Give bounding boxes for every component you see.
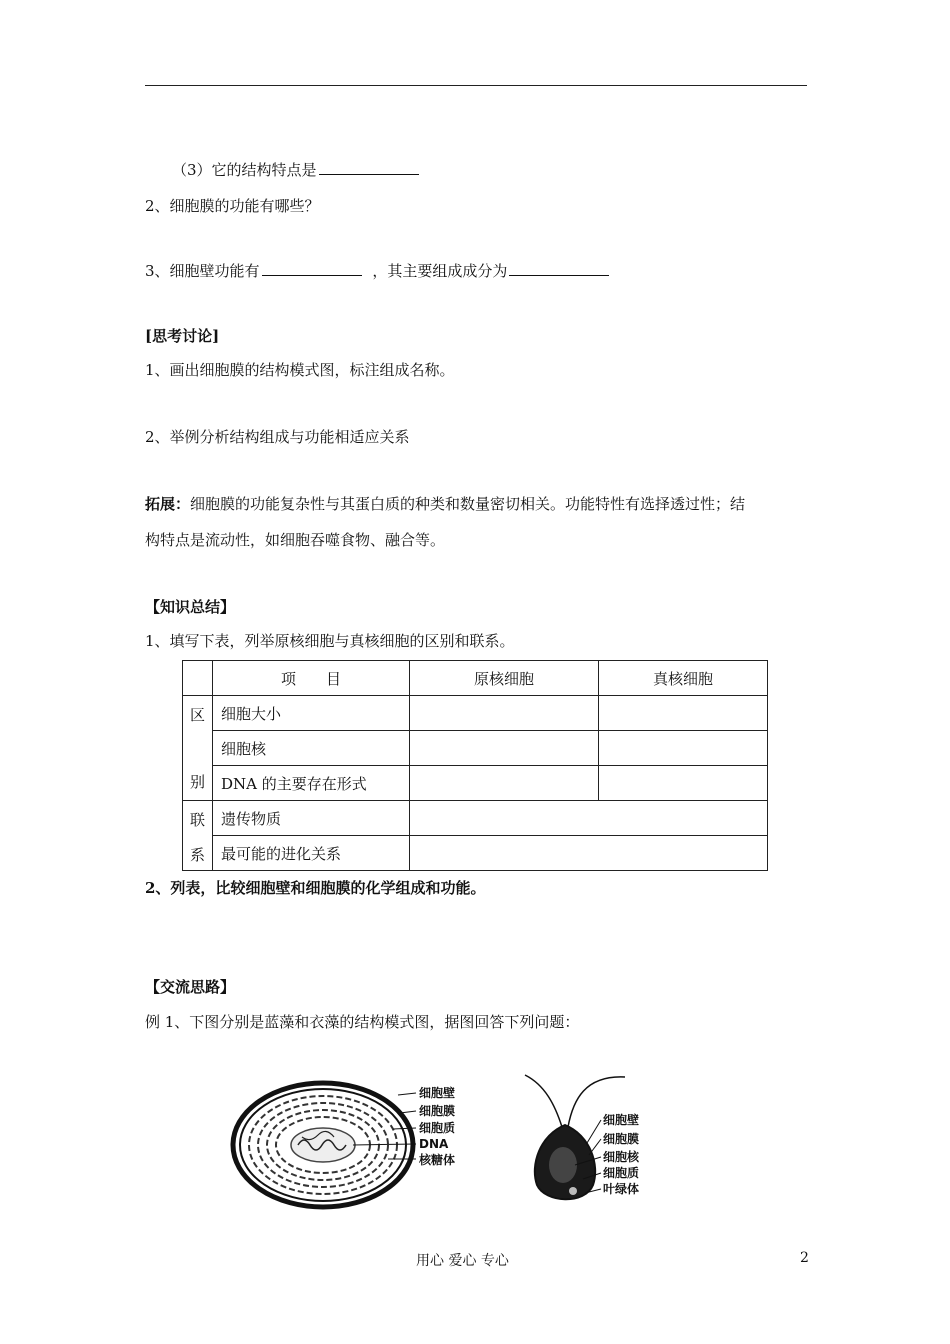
header-item: 项 目 xyxy=(213,661,410,696)
label-cell-wall: 细胞壁 xyxy=(419,1086,456,1100)
summary-heading: 【知识总结】 xyxy=(145,598,236,616)
row-label: 细胞大小 xyxy=(213,696,410,731)
table-cell[interactable] xyxy=(599,731,768,766)
label-cytoplasm: 细胞质 xyxy=(603,1166,640,1180)
summary-item-2: 2、列表，比较细胞壁和细胞膜的化学组成和功能。 xyxy=(145,879,486,897)
extension-paragraph-line2: 构特点是流动性，如细胞吞噬食物、融合等。 xyxy=(145,531,446,549)
footer-motto: 用心 爱心 专心 xyxy=(416,1253,509,1269)
label-nucleus: 细胞核 xyxy=(603,1150,640,1164)
row-label: DNA 的主要存在形式 xyxy=(213,766,410,801)
row-label: 遗传物质 xyxy=(213,801,410,836)
label-dna: DNA xyxy=(419,1137,449,1151)
table-header-row xyxy=(183,661,768,696)
table-cell[interactable] xyxy=(599,696,768,731)
exchange-heading: 【交流思路】 xyxy=(145,978,236,996)
example-1: 例 1、下图分别是蓝藻和衣藻的结构模式图，据图回答下列问题： xyxy=(145,1013,580,1031)
flagellum-left xyxy=(525,1075,562,1127)
answer-blank[interactable] xyxy=(319,160,419,175)
table-row xyxy=(183,696,768,731)
comparison-table xyxy=(182,660,768,871)
table-cell[interactable] xyxy=(410,801,768,836)
row-label: 最可能的进化关系 xyxy=(213,836,410,871)
table-cell[interactable] xyxy=(599,766,768,801)
group-difference-label: 区 别 xyxy=(183,696,213,801)
summary-item-1: 1、填写下表，列举原核细胞与真核细胞的区别和联系。 xyxy=(145,632,515,650)
nucleus xyxy=(549,1147,577,1183)
chlamydomonas-figure xyxy=(515,1065,655,1215)
header-eukaryote: 真核细胞 xyxy=(599,661,768,696)
header-rule xyxy=(145,85,807,86)
discussion-item-2: 2、举例分析结构组成与功能相适应关系 xyxy=(145,428,410,446)
page-number: 2 xyxy=(800,1250,809,1266)
table-row xyxy=(183,766,768,801)
label-cell-membrane: 细胞膜 xyxy=(603,1132,640,1146)
cyanobacterium-figure xyxy=(228,1075,488,1215)
label-cell-membrane: 细胞膜 xyxy=(419,1104,456,1118)
question-structure-feature: （3）它的结构特点是 xyxy=(172,160,419,180)
table-cell[interactable] xyxy=(410,731,599,766)
table-row xyxy=(183,836,768,871)
answer-blank[interactable] xyxy=(262,261,362,276)
table-cell[interactable] xyxy=(410,766,599,801)
label-cell-wall: 细胞壁 xyxy=(603,1113,640,1127)
extension-paragraph: 拓展：细胞膜的功能复杂性与其蛋白质的种类和数量密切相关。功能特性有选择透过性；结 xyxy=(145,495,746,513)
table-row xyxy=(183,731,768,766)
table-cell[interactable] xyxy=(410,836,768,871)
table-cell[interactable] xyxy=(410,696,599,731)
row-label: 细胞核 xyxy=(213,731,410,766)
label-ribosome: 核糖体 xyxy=(419,1153,456,1167)
label-chloroplast: 叶绿体 xyxy=(603,1182,640,1196)
question-membrane-functions: 2、细胞膜的功能有哪些？ xyxy=(145,197,320,215)
answer-blank[interactable] xyxy=(509,261,609,276)
question-cell-wall: 3、细胞壁功能有 ，其主要组成成分为 xyxy=(145,261,609,281)
group-relation-label: 联 系 xyxy=(183,801,213,871)
discussion-item-1: 1、画出细胞膜的结构模式图，标注组成名称。 xyxy=(145,361,455,379)
header-prokaryote: 原核细胞 xyxy=(410,661,599,696)
discussion-heading: [思考讨论] xyxy=(145,327,220,345)
label-cytoplasm: 细胞质 xyxy=(419,1121,456,1135)
table-row xyxy=(183,801,768,836)
